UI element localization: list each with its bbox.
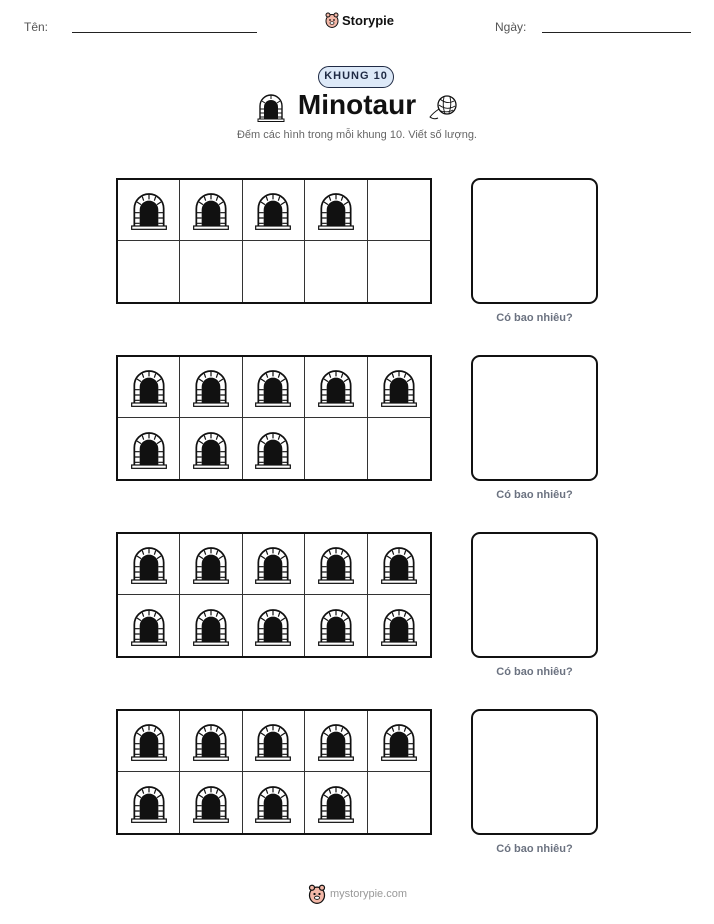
page-title: Minotaur bbox=[297, 89, 417, 120]
frame-cell bbox=[180, 595, 242, 656]
stone-arch-door-icon bbox=[129, 429, 169, 469]
stone-arch-door-icon bbox=[253, 429, 293, 469]
ten-frame-1 bbox=[116, 178, 432, 304]
frame-cell bbox=[243, 241, 305, 302]
stone-arch-door-icon bbox=[316, 606, 356, 646]
answer-box-4[interactable] bbox=[471, 709, 598, 835]
storypie-mascot-icon bbox=[308, 884, 326, 904]
frame-cell bbox=[118, 180, 180, 241]
frame-cell bbox=[180, 357, 242, 418]
stone-arch-door-icon bbox=[191, 783, 231, 823]
stone-arch-door-icon bbox=[191, 721, 231, 761]
category-badge: KHUNG 10 bbox=[318, 66, 394, 88]
stone-arch-door-icon bbox=[253, 367, 293, 407]
frame-cell bbox=[368, 241, 430, 302]
yarn-ball-icon bbox=[428, 93, 460, 126]
frame-cell bbox=[243, 180, 305, 241]
stone-arch-door-icon bbox=[129, 606, 169, 646]
question-label: Có bao nhiêu? bbox=[496, 843, 573, 855]
stone-arch-door-icon bbox=[316, 190, 356, 230]
frame-cell bbox=[368, 711, 430, 772]
stone-arch-door-icon bbox=[191, 367, 231, 407]
stone-arch-door-icon bbox=[253, 190, 293, 230]
frame-cell bbox=[118, 418, 180, 479]
question-label: Có bao nhiêu? bbox=[496, 666, 573, 678]
frame-cell bbox=[243, 711, 305, 772]
frame-cell bbox=[305, 772, 367, 833]
stone-arch-door-icon bbox=[316, 367, 356, 407]
frame-cell bbox=[118, 595, 180, 656]
ten-frame-2 bbox=[116, 355, 432, 481]
stone-arch-door-icon bbox=[129, 367, 169, 407]
frame-cell bbox=[180, 180, 242, 241]
stone-arch-door-icon bbox=[379, 606, 419, 646]
question-label: Có bao nhiêu? bbox=[496, 312, 573, 324]
frame-cell bbox=[305, 595, 367, 656]
stone-arch-door-icon bbox=[316, 783, 356, 823]
name-line[interactable] bbox=[72, 32, 257, 33]
answer-box-2[interactable] bbox=[471, 355, 598, 481]
frame-cell bbox=[180, 534, 242, 595]
answer-box-1[interactable] bbox=[471, 178, 598, 304]
frame-cell bbox=[368, 180, 430, 241]
frame-cell bbox=[305, 241, 367, 302]
frame-cell bbox=[305, 418, 367, 479]
stone-arch-door-icon bbox=[316, 544, 356, 584]
question-label: Có bao nhiêu? bbox=[496, 489, 573, 501]
instructions: Đếm các hình trong mỗi khung 10. Viết số lượng. bbox=[236, 129, 477, 141]
frame-cell bbox=[180, 772, 242, 833]
stone-arch-door-icon bbox=[129, 190, 169, 230]
stone-arch-door-icon bbox=[379, 721, 419, 761]
brand-name: Storypie bbox=[342, 12, 395, 28]
stone-arch-door-icon bbox=[191, 606, 231, 646]
stone-arch-door-icon bbox=[253, 606, 293, 646]
stone-arch-door-icon bbox=[129, 721, 169, 761]
frame-cell bbox=[368, 357, 430, 418]
frame-cell bbox=[180, 241, 242, 302]
footer bbox=[308, 884, 407, 904]
stone-arch-door-icon bbox=[253, 783, 293, 823]
frame-cell bbox=[368, 534, 430, 595]
frame-cell bbox=[118, 711, 180, 772]
date-label: Ngày: bbox=[495, 20, 527, 34]
frame-cell bbox=[180, 711, 242, 772]
stone-arch-door-icon bbox=[191, 429, 231, 469]
frame-cell bbox=[305, 357, 367, 418]
date-line[interactable] bbox=[542, 32, 691, 33]
storypie-mascot-icon bbox=[325, 12, 339, 28]
frame-cell bbox=[368, 418, 430, 479]
stone-arch-door-icon bbox=[316, 721, 356, 761]
frame-cell bbox=[118, 772, 180, 833]
stone-arch-door-icon bbox=[379, 367, 419, 407]
ten-frame-3 bbox=[116, 532, 432, 658]
stone-arch-door-icon bbox=[129, 544, 169, 584]
brand-logo bbox=[325, 12, 394, 28]
stone-arch-door-icon bbox=[253, 721, 293, 761]
stone-arch-door-icon bbox=[191, 190, 231, 230]
name-label: Tên: bbox=[24, 20, 49, 34]
frame-cell bbox=[243, 357, 305, 418]
frame-cell bbox=[305, 711, 367, 772]
frame-cell bbox=[368, 772, 430, 833]
ten-frame-4 bbox=[116, 709, 432, 835]
frame-cell bbox=[305, 180, 367, 241]
footer-url[interactable]: mystorypie.com bbox=[330, 888, 408, 900]
frame-cell bbox=[243, 534, 305, 595]
frame-cell bbox=[305, 534, 367, 595]
frame-cell bbox=[243, 595, 305, 656]
stone-arch-door-icon bbox=[191, 544, 231, 584]
stone-arch-door-icon bbox=[129, 783, 169, 823]
stone-arch-door-icon bbox=[253, 544, 293, 584]
stone-arch-door-icon bbox=[379, 544, 419, 584]
frame-cell bbox=[118, 241, 180, 302]
frame-cell bbox=[118, 534, 180, 595]
frame-cell bbox=[243, 418, 305, 479]
frame-cell bbox=[243, 772, 305, 833]
frame-cell bbox=[180, 418, 242, 479]
frame-cell bbox=[118, 357, 180, 418]
answer-box-3[interactable] bbox=[471, 532, 598, 658]
frame-cell bbox=[368, 595, 430, 656]
